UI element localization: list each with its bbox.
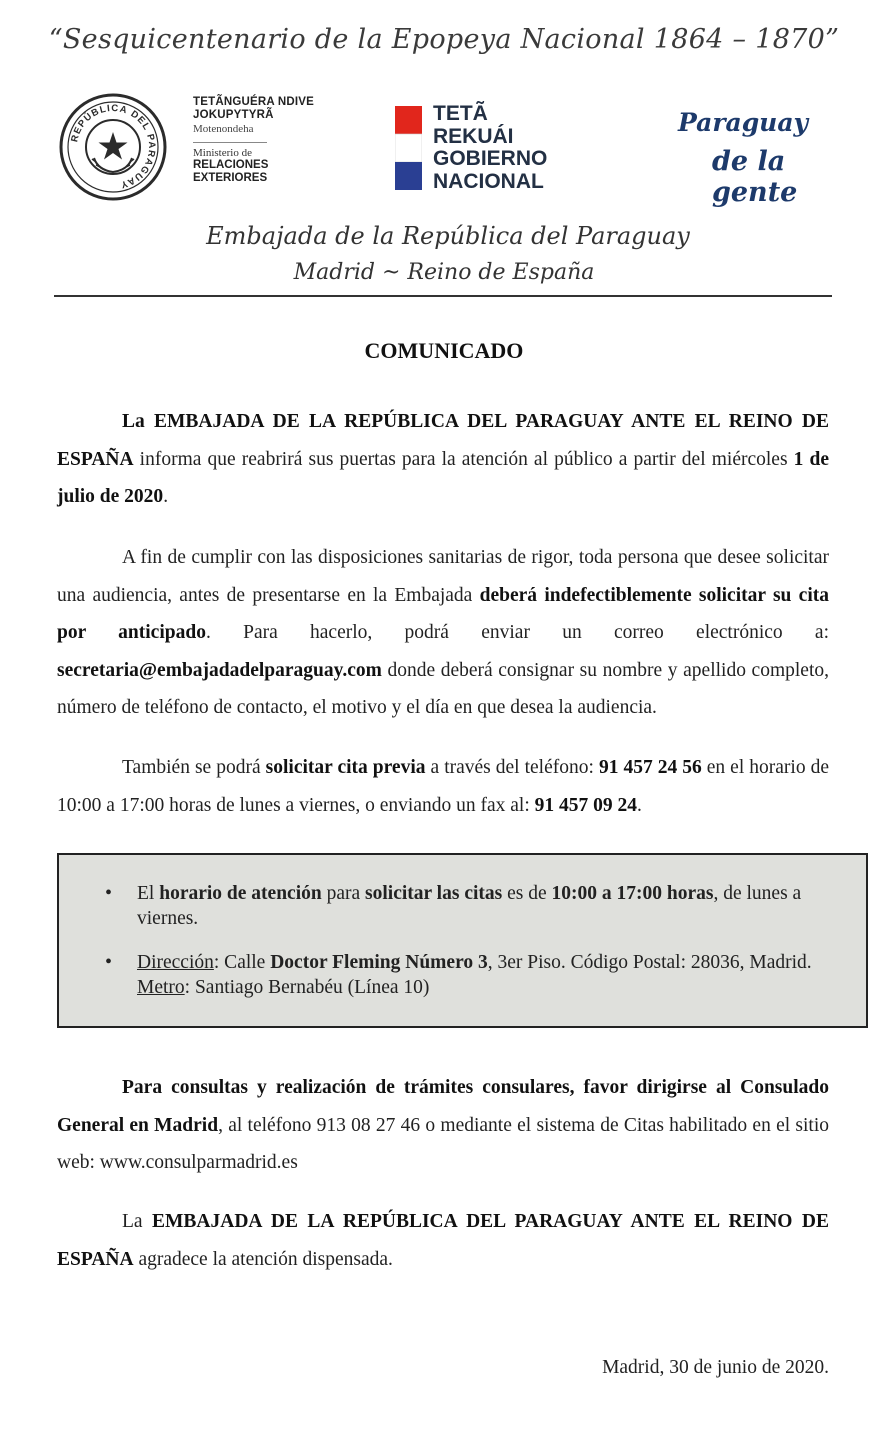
p5-bold: Para consultas y realización de trámites consulares, favor dirigirse al Consulado General en Madrid (57, 1077, 829, 1136)
header-motto: “Sesquicentenario de la Epopeya Nacional 1864 – 1870” (48, 24, 840, 55)
document-title: COMUNICADO (364, 338, 524, 363)
flag-blue-band (395, 162, 422, 190)
gobierno-line2: REKUÁI (433, 124, 514, 148)
embassy-location: Madrid ~ Reino de España (293, 260, 595, 285)
mre-line6: EXTERIORES (193, 172, 268, 184)
paraguay-flag-icon (395, 106, 422, 190)
brand-line1: Paraguay (678, 108, 809, 137)
p3-text2: a través del teléfono: (425, 757, 599, 778)
p3-bold-cita: solicitar cita previa (265, 757, 426, 778)
p1-bold-date: 1 de julio de 2020 (57, 448, 829, 507)
p2-text3: donde deberá consignar su nombre y apellido completo, número de teléfono de contacto, el motivo y el día en que desea la audiencia. (57, 659, 829, 718)
mre-line2: JOKUPYTYRÃ (193, 109, 274, 121)
p6-text2: agradece la atención dispensada. (133, 1248, 393, 1270)
header-divider (54, 295, 832, 297)
info-box (57, 853, 868, 1028)
p2-text1: A fin de cumplir con las disposiciones sanitarias de rigor, toda persona que desee solicitar una audiencia, antes de presentarse en la Embajada (57, 547, 829, 606)
mre-line5: RELACIONES (193, 159, 269, 171)
p3-text1: También se podrá (122, 757, 266, 778)
gobierno-line3: GOBIERNO (433, 147, 548, 170)
info-item-address: • Dirección: Calle Doctor Fleming Número 3, 3er Piso. Código Postal: 28036, Madrid. Metro: Santiago Bernabéu (Línea 10) (137, 950, 848, 1000)
mre-line3: Motenondeha (193, 123, 254, 135)
info-list (59, 855, 866, 1000)
p5-text: , al teléfono 913 08 27 46 o mediante el sistema de Citas habilitado en el sitio web: www.consulparmadrid.es (57, 1114, 829, 1173)
p3-fax: 91 457 09 24 (534, 794, 638, 816)
mre-divider (193, 142, 267, 143)
seal-text: REPÚBLICA DEL PARAGUAY (69, 102, 158, 191)
paragraph-closing (57, 1203, 829, 1278)
p2-bold-requirement: deberá indefectiblemente solicitar su cita por anticipado (57, 584, 829, 643)
p1-end: . (163, 486, 169, 507)
p3-end: . (637, 794, 642, 816)
p2-text2: . Para hacerlo, podrá enviar un correo electrónico a: (205, 622, 830, 643)
flag-red-band (395, 106, 422, 134)
p1-text: informa que reabrirá sus puertas para la atención al público a partir del miércoles (133, 448, 794, 470)
paragraph-appointment (57, 539, 829, 727)
p2-email: secretaria@embajadadelparaguay.com (57, 659, 382, 681)
gobierno-line4: NACIONAL (433, 169, 544, 193)
info-item-hours: • El horario de atención para solicitar las citas es de 10:00 a 17:00 horas, de lunes a viernes. (137, 881, 848, 931)
mre-line4: Ministerio de (193, 147, 252, 159)
mre-line1: TETÃNGUÉRA NDIVE (193, 96, 314, 108)
p6-text1: La (122, 1211, 153, 1232)
paragraph-phone (57, 749, 829, 824)
paragraph-reopening (57, 403, 829, 516)
ministry-logo (193, 96, 314, 185)
p3-text3: en el horario de 10:00 a 17:00 horas de lunes a viernes, o enviando un fax al: (57, 757, 829, 816)
embassy-name: Embajada de la República del Paraguay (206, 222, 690, 250)
paragraph-consulate (57, 1069, 829, 1182)
p1-bold-embassy: La EMBAJADA DE LA REPÚBLICA DEL PARAGUAY ANTE EL REINO DE ESPAÑA (57, 411, 829, 470)
flag-white-band (395, 134, 422, 162)
paraguay-de-la-gente-logo (678, 108, 848, 208)
gobierno-line1: TETÃ (433, 102, 488, 125)
p6-bold-embassy: EMBAJADA DE LA REPÚBLICA DEL PARAGUAY ANTE EL REINO DE ESPAÑA (57, 1211, 829, 1270)
brand-line2: de la gente (712, 146, 798, 208)
gobierno-nacional-logo (433, 103, 547, 193)
document-date: Madrid, 30 de junio de 2020. (602, 1357, 829, 1378)
p3-phone: 91 457 24 56 (598, 757, 702, 778)
national-seal-logo (58, 92, 168, 202)
